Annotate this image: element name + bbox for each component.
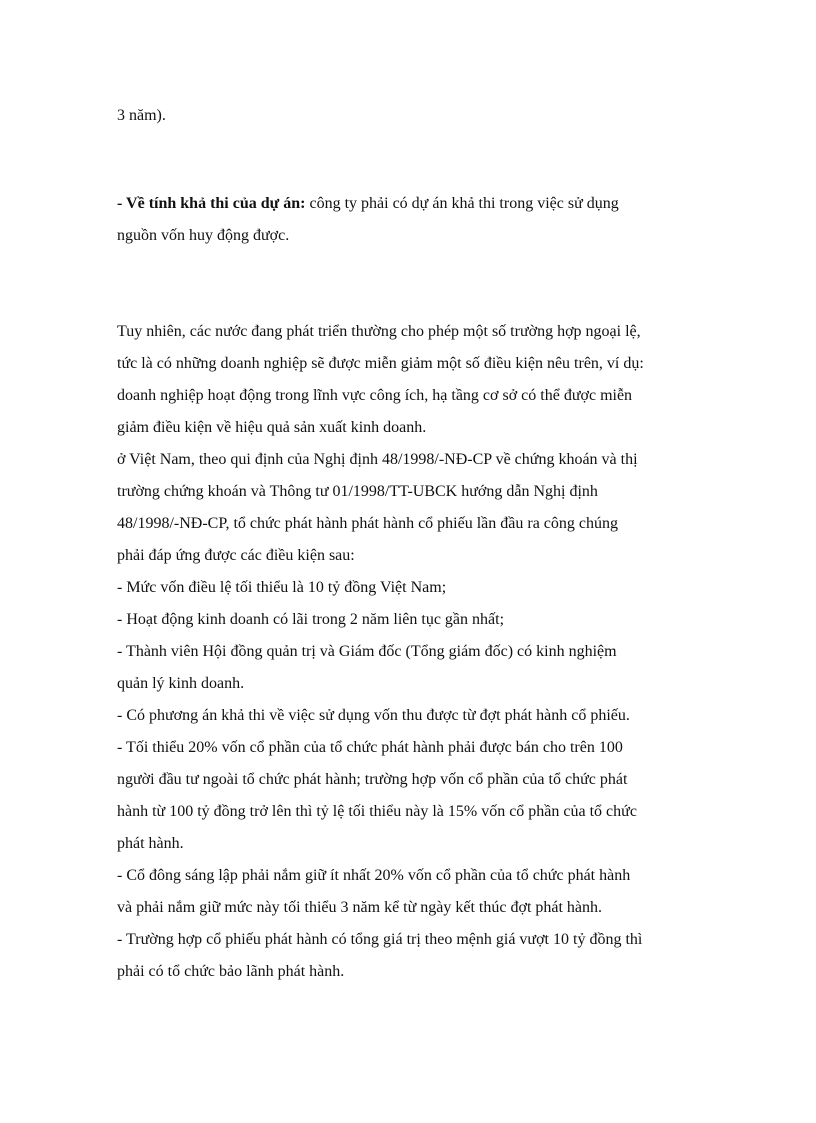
text-line: ở Việt Nam, theo qui định của Nghị định 48/1998/-NĐ-CP về chứng khoán và thị — [117, 451, 638, 468]
text-line: Tuy nhiên, các nước đang phát triển thường cho phép một số trường hợp ngoại lệ, — [117, 323, 641, 340]
feasibility-line-1 — [117, 188, 707, 220]
condition-line: - Trường hợp cổ phiếu phát hành có tổng giá trị theo mệnh giá vượt 10 tỷ đồng thì — [117, 931, 643, 948]
condition-line: phát hành. — [117, 835, 184, 852]
condition-line: - Tối thiểu 20% vốn cổ phần của tổ chức phát hành phải được bán cho trên 100 — [117, 739, 623, 756]
condition-line: quản lý kinh doanh. — [117, 675, 245, 692]
text-line: trường chứng khoán và Thông tư 01/1998/TT-UBCK hướng dẫn Nghị định — [117, 483, 598, 500]
text-line: phải đáp ứng được các điều kiện sau: — [117, 547, 355, 564]
paragraph-gap — [117, 252, 707, 316]
feasibility-text: công ty phải có dự án khả thi trong việc sử dụng — [305, 195, 619, 212]
condition-line: - Hoạt động kinh doanh có lãi trong 2 năm liên tục gần nhất; — [117, 611, 505, 628]
feasibility-heading: - Về tính khả thi của dự án: — [117, 195, 306, 212]
feasibility-line-2: nguồn vốn huy động được. — [117, 227, 290, 244]
condition-line: - Thành viên Hội đồng quản trị và Giám đốc (Tổng giám đốc) có kinh nghiệm — [117, 643, 617, 660]
text-line: giảm điều kiện về hiệu quả sản xuất kinh doanh. — [117, 419, 427, 436]
text-line: tức là có những doanh nghiệp sẽ được miễn giảm một số điều kiện nêu trên, ví dụ: — [117, 355, 644, 372]
condition-line: phải có tổ chức bảo lãnh phát hành. — [117, 963, 345, 980]
condition-line: - Mức vốn điều lệ tối thiểu là 10 tỷ đồng Việt Nam; — [117, 579, 447, 596]
intro-line: 3 năm). — [117, 107, 166, 124]
paragraph-gap — [117, 132, 707, 188]
text-line: 48/1998/-NĐ-CP, tổ chức phát hành phát hành cổ phiếu lần đầu ra công chúng — [117, 515, 618, 532]
condition-line: - Có phương án khả thi về việc sử dụng vốn thu được từ đợt phát hành cổ phiếu. — [117, 707, 630, 724]
condition-line: và phải nắm giữ mức này tối thiểu 3 năm kể từ ngày kết thúc đợt phát hành. — [117, 899, 603, 916]
document-page — [117, 100, 707, 988]
text-line: doanh nghiệp hoạt động trong lĩnh vực công ích, hạ tầng cơ sở có thể được miễn — [117, 387, 633, 404]
condition-line: người đầu tư ngoài tổ chức phát hành; trường hợp vốn cổ phần của tổ chức phát — [117, 771, 628, 788]
condition-line: - Cổ đông sáng lập phải nắm giữ ít nhất 20% vốn cổ phần của tổ chức phát hành — [117, 867, 631, 884]
condition-line: hành từ 100 tỷ đồng trở lên thì tỷ lệ tối thiểu này là 15% vốn cổ phần của tổ chức — [117, 803, 637, 820]
